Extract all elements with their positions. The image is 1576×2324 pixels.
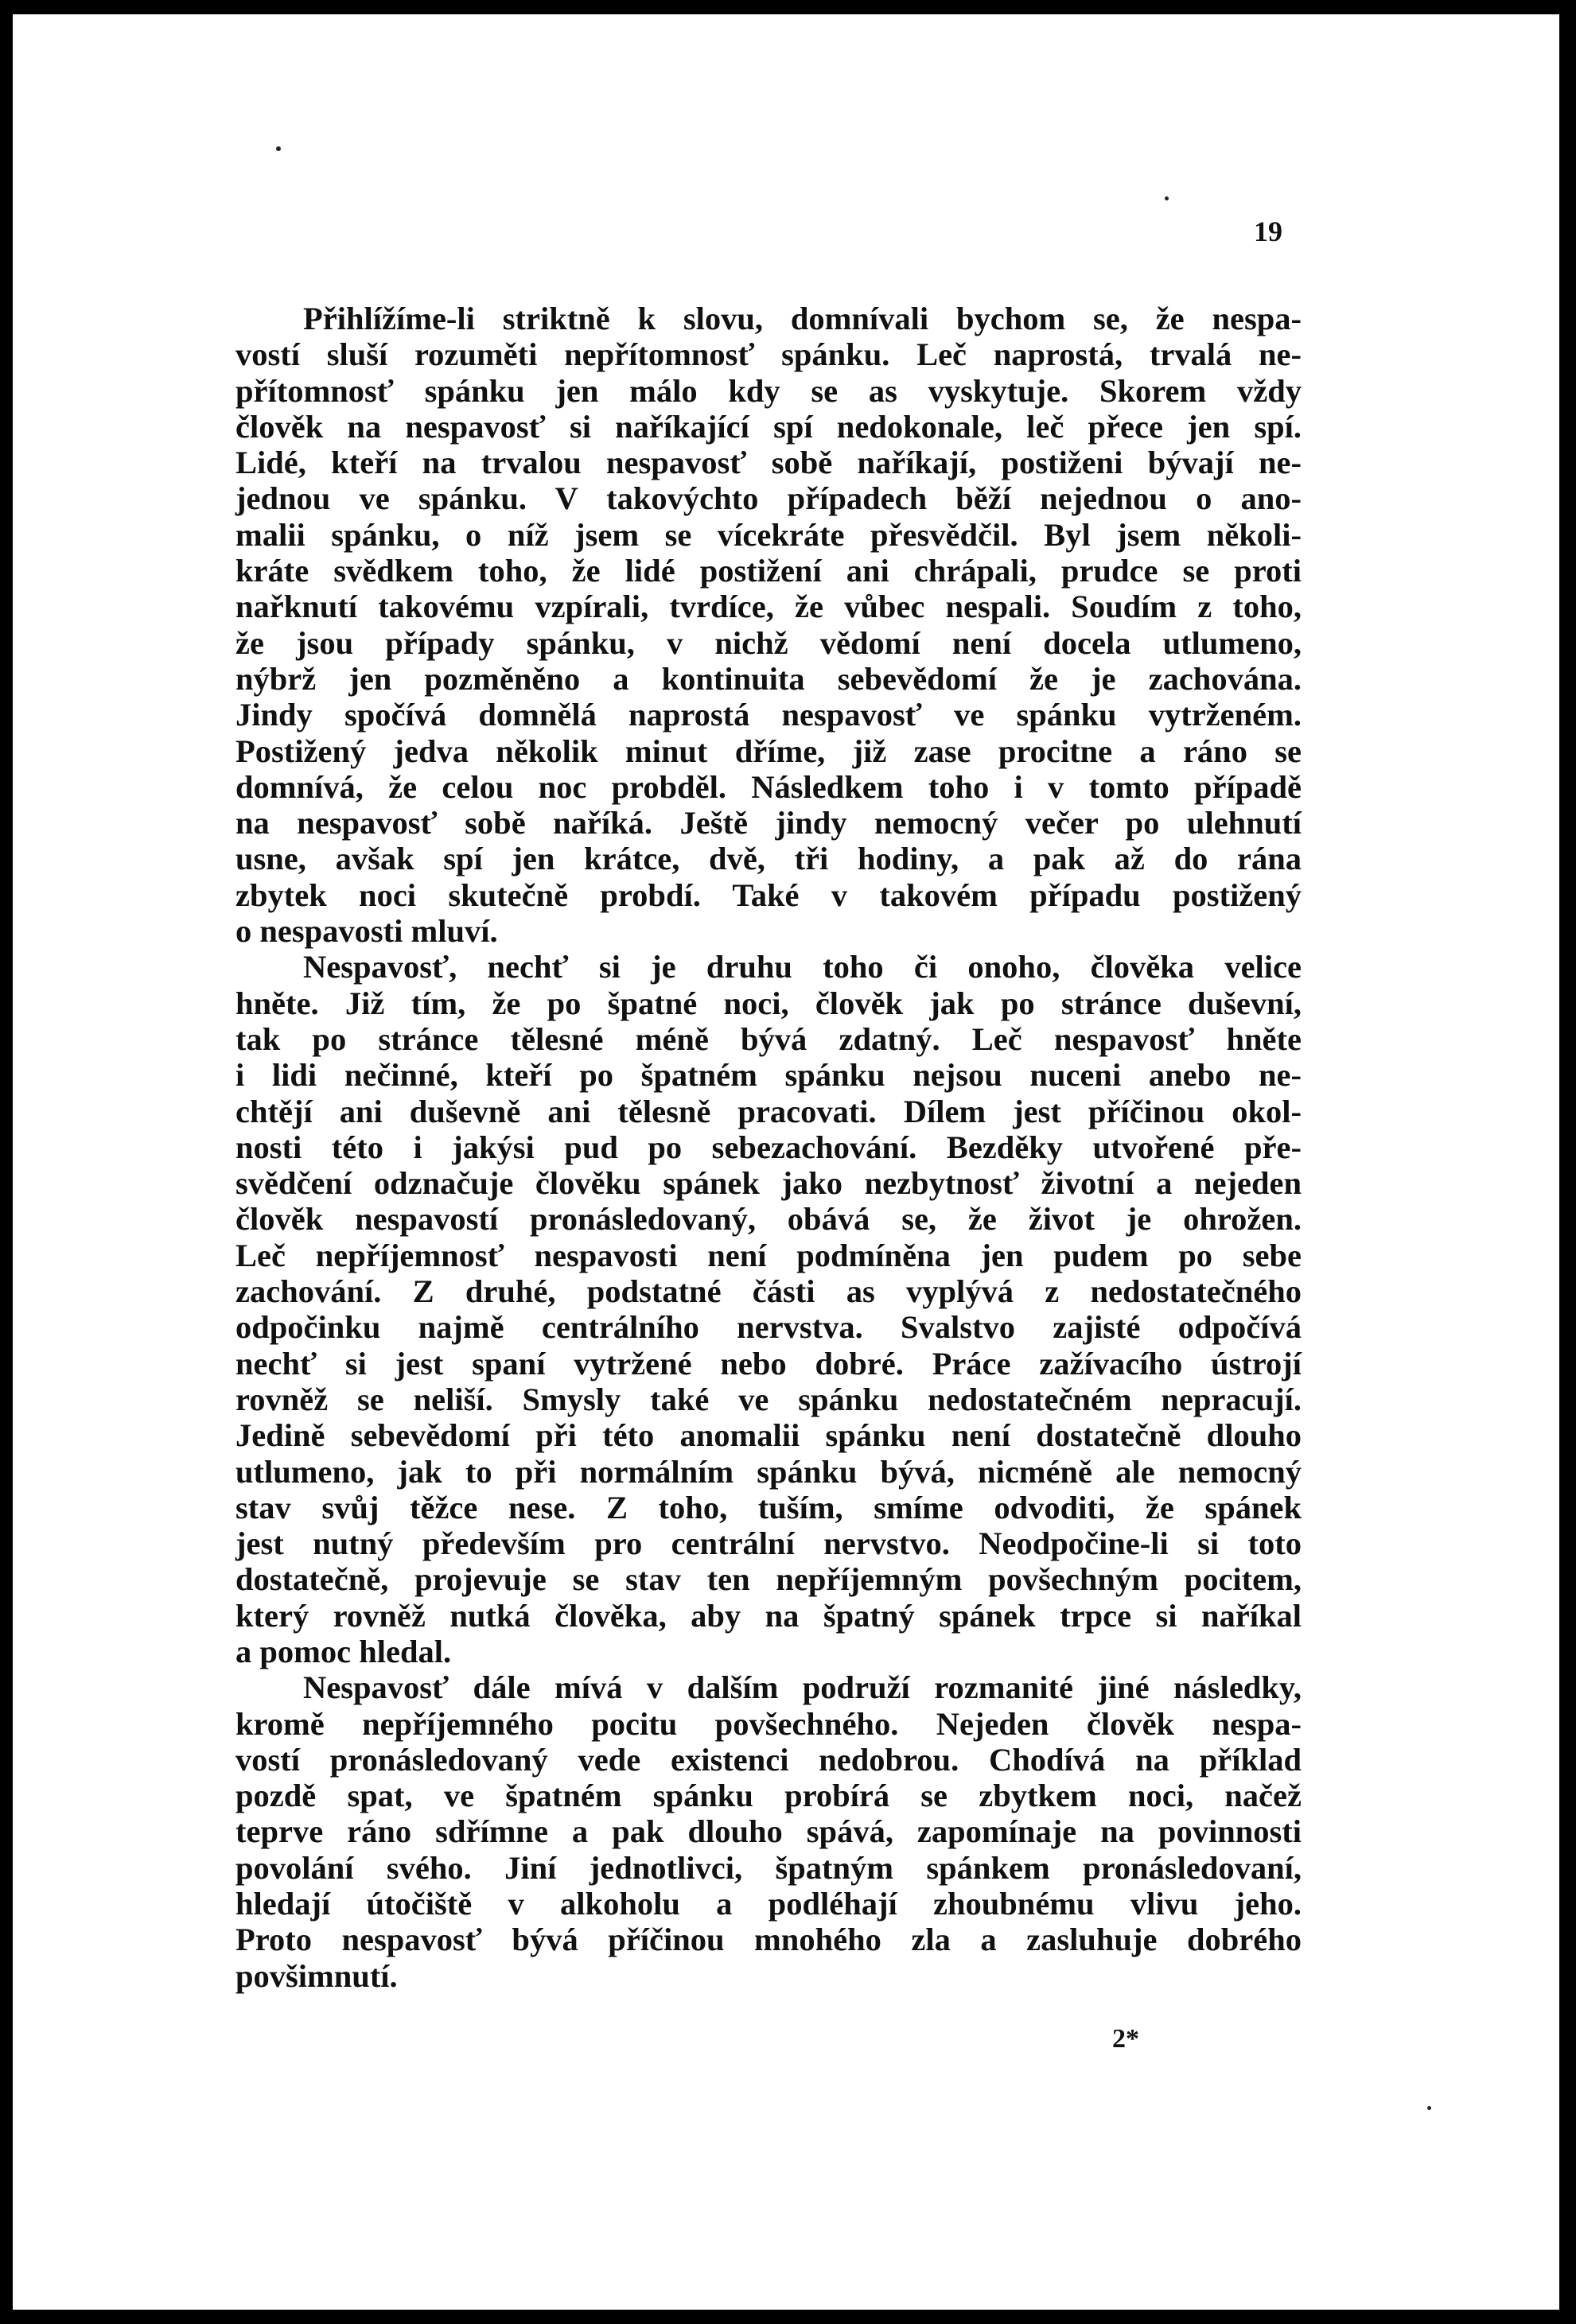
speck-mark xyxy=(1427,2106,1431,2110)
text-line: zachování. Z druhé, podstatné části as vyplývá z nedostatečného xyxy=(235,1273,1302,1310)
text-line: nýbrž jen pozměněno a kontinuita sebevědomí že je zachována. xyxy=(235,660,1302,697)
text-line: stav svůj těžce nese. Z toho, tuším, smíme odvoditi, že spánek xyxy=(235,1489,1302,1525)
text-line: na nespavosť sobě naříká. Ještě jindy nemocný večer po ulehnutí xyxy=(235,805,1302,841)
text-line: Proto nespavosť bývá příčinou mnohého zla a zasluhuje dobrého xyxy=(235,1922,1302,1958)
text-line: jest nutný především pro centrální nervstvo. Neodpočine-li si toto xyxy=(235,1525,1302,1562)
speck-mark xyxy=(1165,196,1169,200)
text-line: vostí pronásledovaný vede existenci nedobrou. Chodívá na příklad xyxy=(235,1741,1302,1778)
text-line: člověk na nespavosť si naříkající spí nedokonale, leč přece jen spí. xyxy=(235,408,1302,445)
paragraph-2 xyxy=(235,949,1302,1669)
text-line: tak po stránce tělesné méně bývá zdatný. Leč nespavosť hněte xyxy=(235,1020,1302,1057)
text-line: člověk nespavostí pronásledovaný, obává se, že život je ohrožen. xyxy=(235,1201,1302,1238)
text-line: usne, avšak spí jen krátce, dvě, tři hodiny, a pak až do rána xyxy=(235,841,1302,877)
text-line: teprve ráno sdřímne a pak dlouho spává, zapomínaje na povinnosti xyxy=(235,1813,1302,1850)
text-line: že jsou případy spánku, v nichž vědomí není docela utlumeno, xyxy=(235,624,1302,661)
text-line: chtějí ani duševně ani tělesně pracovati. Dílem jest příčinou okol- xyxy=(235,1093,1302,1129)
text-line: i lidi nečinné, kteří po špatném spánku nejsou nuceni anebo ne- xyxy=(235,1057,1302,1094)
text-line: Postižený jedva několik minut dříme, již zase procitne a ráno se xyxy=(235,733,1302,769)
page-number: 19 xyxy=(1254,216,1282,247)
body-text xyxy=(235,301,1302,1994)
text-line: hledají útočiště v alkoholu a podléhají zhoubnému vlivu jeho. xyxy=(235,1886,1302,1922)
text-line: nosti této i jakýsi pud po sebezachování. Bezděky utvořené pře- xyxy=(235,1129,1302,1165)
text-line: povšimnutí. xyxy=(235,1957,398,1994)
text-line: vostí sluší rozuměti nepřítomnosť spánku. Leč naprostá, trvalá ne- xyxy=(235,336,1302,373)
text-line: a pomoc hledal. xyxy=(235,1633,452,1669)
text-line: utlumeno, jak to při normálním spánku bývá, nicméně ale nemocný xyxy=(235,1453,1302,1490)
text-line: Přihlížíme-li striktně k slovu, domnívali bychom se, že nespa- xyxy=(303,301,1302,336)
text-line: zbytek noci skutečně probdí. Také v takovém případu postižený xyxy=(235,876,1302,913)
signature-mark: 2* xyxy=(1112,2024,1139,2054)
text-line: nařknutí takovému vzpírali, tvrdíce, že vůbec nespali. Soudím z toho, xyxy=(235,589,1302,625)
paragraph-3 xyxy=(235,1669,1302,1994)
book-page xyxy=(13,14,1559,2310)
text-line: nechť si jest spaní vytržené nebo dobré. Práce zažívacího ústrojí xyxy=(235,1345,1302,1382)
text-line: hněte. Již tím, že po špatné noci, člověk jak po stránce duševní, xyxy=(235,985,1302,1021)
text-line: domnívá, že celou noc probděl. Následkem toho i v tomto případě xyxy=(235,768,1302,805)
text-line: Leč nepříjemnosť nespavosti není podmíněna jen pudem po sebe xyxy=(235,1237,1302,1273)
paragraph-1 xyxy=(235,301,1302,949)
text-line: přítomnosť spánku jen málo kdy se as vyskytuje. Skorem vždy xyxy=(235,372,1302,409)
text-line: malii spánku, o níž jsem se vícekráte přesvědčil. Byl jsem několi- xyxy=(235,516,1302,553)
text-line: o nespavosti mluví. xyxy=(235,913,498,950)
text-line: pozdě spat, ve špatném spánku probírá se zbytkem noci, načež xyxy=(235,1778,1302,1814)
text-line: svědčení odznačuje člověku spánek jako nezbytnosť životní a nejeden xyxy=(235,1165,1302,1202)
text-line: Lidé, kteří na trvalou nespavosť sobě naříkají, postiženi bývají ne- xyxy=(235,445,1302,481)
text-line: odpočinku najmě centrálního nervstva. Svalstvo zajisté odpočívá xyxy=(235,1309,1302,1346)
text-line: dostatečně, projevuje se stav ten nepříjemným povšechným pocitem, xyxy=(235,1561,1302,1598)
speck-mark xyxy=(276,146,281,151)
text-line: Nespavosť dále mívá v dalším podruží rozmanité jiné následky, xyxy=(303,1669,1302,1706)
text-line: jednou ve spánku. V takovýchto případech běží nejednou o ano- xyxy=(235,480,1302,517)
text-line: Jindy spočívá domnělá naprostá nespavosť ve spánku vytrženém. xyxy=(235,697,1302,733)
text-line: který rovněž nutká člověka, aby na špatný spánek trpce si naříkal xyxy=(235,1597,1302,1634)
text-line: povolání svého. Jiní jednotlivci, špatným spánkem pronásledovaní, xyxy=(235,1849,1302,1886)
text-line: Nespavosť, nechť si je druhu toho či onoho, člověka velice xyxy=(303,949,1302,985)
text-line: kráte svědkem toho, že lidé postižení ani chrápali, prudce se proti xyxy=(235,553,1302,589)
text-line: rovněž se neliší. Smysly také ve spánku nedostatečném nepracují. xyxy=(235,1381,1302,1417)
text-line: Jedině sebevědomí při této anomalii spánku není dostatečně dlouho xyxy=(235,1417,1302,1454)
text-line: kromě nepříjemného pocitu povšechného. Nejeden člověk nespa- xyxy=(235,1705,1302,1742)
